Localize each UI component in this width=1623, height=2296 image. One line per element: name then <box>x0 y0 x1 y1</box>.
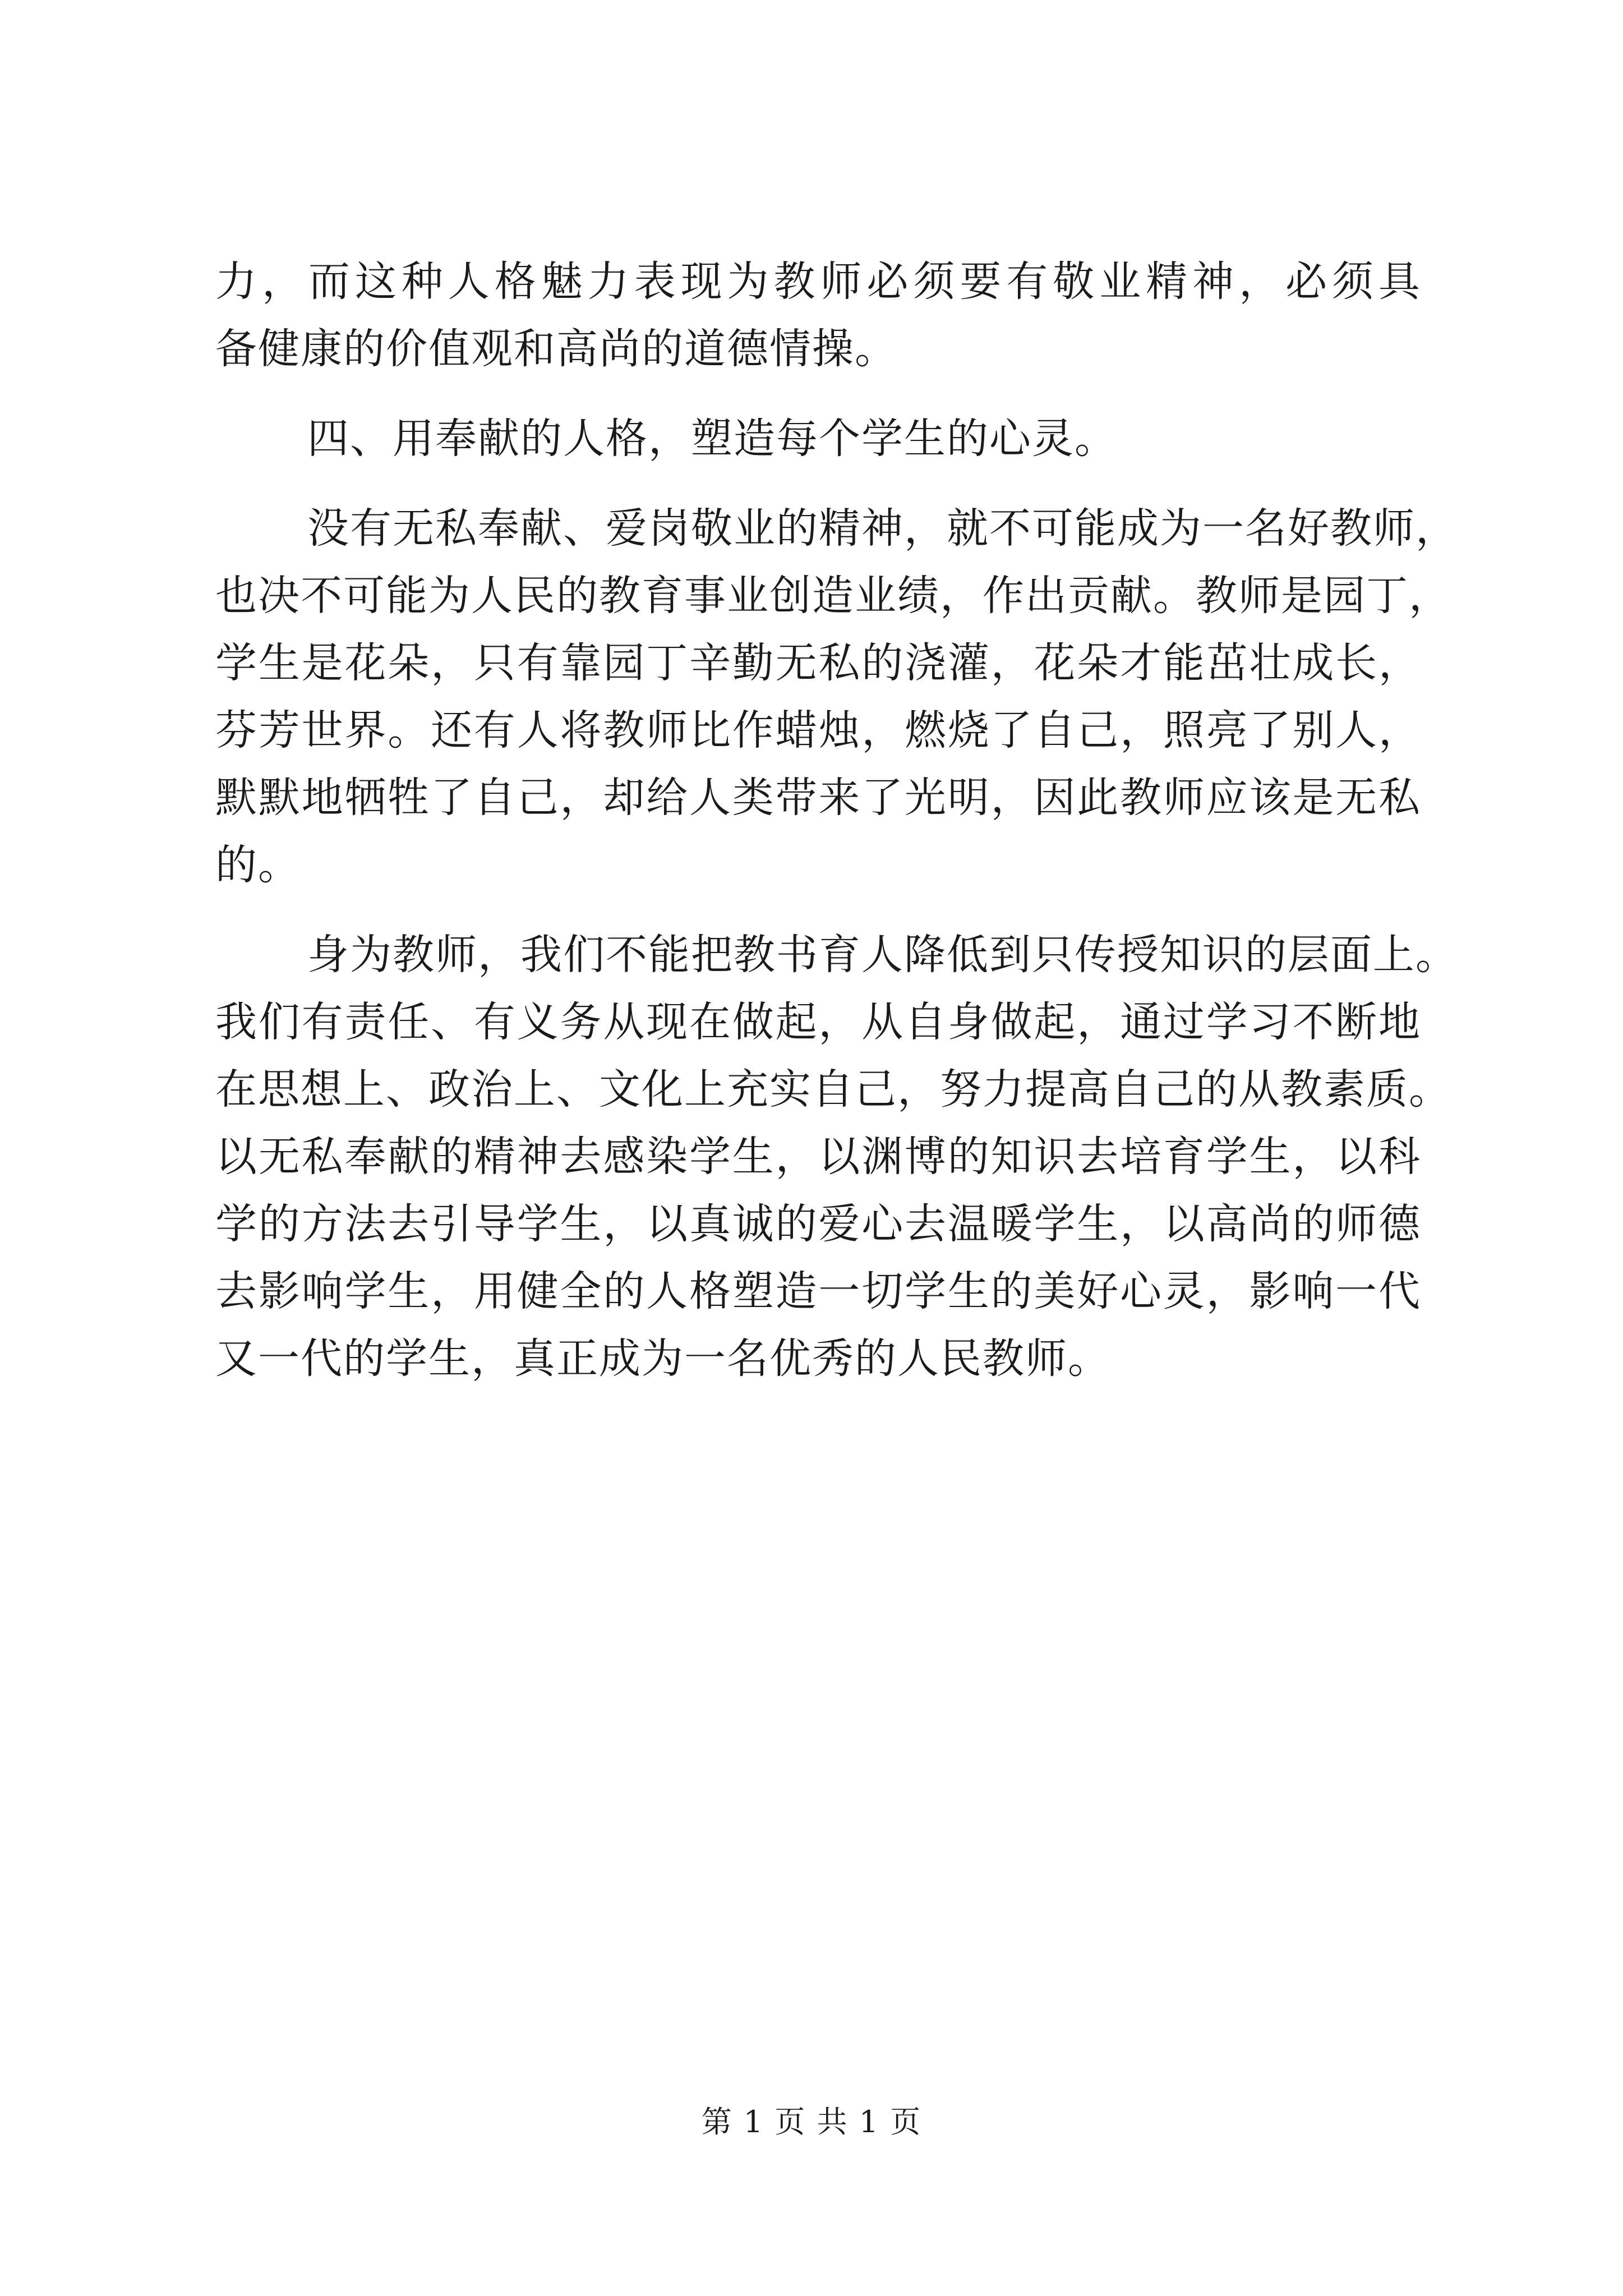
text-line: 学的方法去引导学生，以真诚的爱心去温暖学生，以高尚的师德 <box>215 1200 1421 1248</box>
document-body <box>215 248 1458 1392</box>
section-heading: 四、用奉献的人格，塑造每个学生的心灵。 <box>307 415 1117 463</box>
text-line: 在思想上、政治上、文化上充实自己，努力提高自己的从教素质。 <box>215 1065 1451 1114</box>
text-line: 去影响学生，用健全的人格塑造一切学生的美好心灵，影响一代 <box>215 1267 1421 1315</box>
paragraph-4 <box>215 921 1458 1392</box>
paragraph-2-heading <box>215 405 1421 472</box>
text-line: 的。 <box>215 841 301 889</box>
text-line: 没有无私奉献、爱岗敬业的精神，就不可能成为一名好教师， <box>307 504 1458 553</box>
text-line: 也决不可能为人民的教育事业创造业绩，作出贡献。教师是园丁， <box>215 572 1451 620</box>
text-line: 又一代的学生，真正成为一名优秀的人民教师。 <box>215 1335 1110 1383</box>
page-footer <box>0 2102 1623 2142</box>
text-line: 学生是花朵，只有靠园丁辛勤无私的浇灌，花朵才能茁壮成长， <box>215 639 1421 687</box>
text-line: 备健康的价值观和高尚的道德情操。 <box>215 325 897 373</box>
paragraph-3 <box>215 495 1458 899</box>
text-line: 力，而这种人格魅力表现为教师必须要有敬业精神，必须具 <box>215 257 1421 306</box>
paragraph-1 <box>215 248 1421 383</box>
page-number-label: 第 1 页 共 1 页 <box>701 2104 922 2139</box>
text-line: 我们有责任、有义务从现在做起，从自身做起，通过学习不断地 <box>215 998 1421 1046</box>
text-line: 默默地牺牲了自己，却给人类带来了光明，因此教师应该是无私 <box>215 774 1421 822</box>
text-line: 身为教师，我们不能把教书育人降低到只传授知识的层面上。 <box>307 931 1458 979</box>
text-line: 芬芳世界。还有人将教师比作蜡烛，燃烧了自己，照亮了别人， <box>215 706 1421 754</box>
text-line: 以无私奉献的精神去感染学生，以渊博的知识去培育学生，以科 <box>215 1133 1421 1181</box>
